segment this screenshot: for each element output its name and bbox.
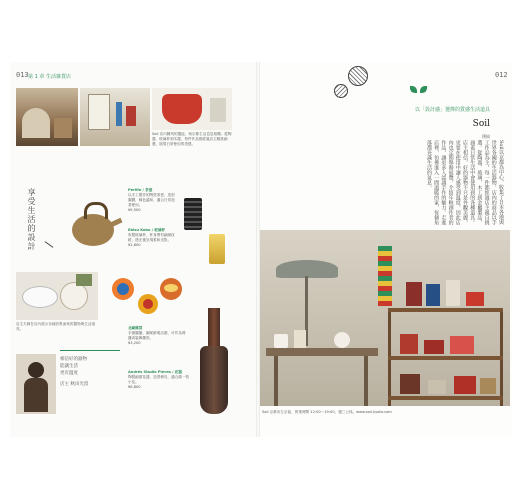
vertical-tagline: 享受生活的設計 — [27, 188, 36, 251]
product-desc-1: 以手工製作的陶瓷茶壺，造型圓潤，釉色溫和，適合日常泡茶使用。 — [128, 193, 175, 207]
article-body: Soil以京都為中心，收集了日本各地與世界各國的生活器物。店內的商品以手工作品為主，每一件都經過店主親自挑選。從陶器、玻璃、木工到金屬製品，涵蓋日常生活中會使用到的各種道具。店主相信，好的器物不只是外觀美麗，更要在使用中讓人感受到溫度。因此店內也定期舉辦展覽，介紹年輕創作者的作品，讓更多人認識手作的魅力。走進店裡，彷彿進入一間溫暖的家，每個角落都充滿生活的氣息。 — [425, 140, 504, 225]
left-page-number: 013 — [16, 71, 29, 79]
orange-plate-photo — [112, 278, 134, 300]
product-price-3: ¥3,200 — [128, 341, 141, 345]
teapot-photo — [62, 190, 124, 252]
quote-rule — [60, 350, 120, 351]
shop-interior-photo — [16, 88, 78, 146]
yellow-plate-photo — [138, 294, 158, 314]
product-price-4: ¥6,800 — [128, 385, 141, 389]
product-price-2: ¥2,800 — [128, 243, 141, 247]
product-price-1: ¥9,500 — [128, 208, 141, 212]
shop-main-photo — [260, 230, 510, 406]
quote-line-2: 能讓生活 — [60, 364, 78, 369]
product-caption-2 — [128, 228, 178, 248]
black-glass-photo — [180, 196, 206, 232]
decorative-plate-small-icon — [334, 84, 348, 98]
owner-portrait-photo — [16, 354, 56, 414]
leaf-icon — [410, 86, 417, 93]
product-desc-3: 手繪圓盤，圖案鮮明活潑，可作為餐盤或裝飾擺設。 — [128, 331, 186, 340]
right-page-number: 012 — [495, 71, 508, 79]
article-title: Soil — [472, 119, 490, 129]
amber-glass-photo — [205, 232, 229, 266]
product-caption-3 — [128, 326, 186, 346]
product-caption-1 — [128, 188, 178, 213]
product-maker-1: Perlife / 茶壺 — [128, 188, 153, 192]
decorative-plate-icon — [348, 66, 368, 86]
chapter-label: 第 1 章 生活雜貨店 — [28, 74, 71, 80]
quote-block — [60, 356, 124, 388]
photo-caption: Soil 京都市左京區，營業時間 12:00～19:00，週三公休。www.soil-kyoto.com — [262, 410, 392, 414]
product-caption-4 — [128, 370, 190, 390]
product-maker-4: Andrés Studio Pieces / 花器 — [128, 370, 182, 374]
bottom-caption: 店主夫婦在店內展示各地收集而來的器物與生活道具。 — [16, 322, 96, 331]
vase-photo — [194, 306, 234, 418]
top-caption: Soil 店內陳列的器皿，與京都生活息息相關。從陶器、玻璃杯到木器，每件作品都經過店主精挑細選，展現日常使用的美感。 — [152, 132, 232, 146]
article-subtitle: 以「設計感」選擇的質感生活道具 — [414, 107, 490, 113]
product-maker-3: 北歐雜貨 — [128, 326, 143, 330]
red-pot-photo — [152, 88, 232, 130]
quote-line-1: 相信好的器物 — [60, 357, 87, 362]
red-plate-photo — [160, 278, 182, 300]
quote-line-3: 更有溫度 — [60, 371, 78, 376]
quote-credit: 店主 秋田光留 — [60, 382, 89, 387]
product-desc-4: 陶製細頸花器，造型修長，適合插一枝小花。 — [128, 375, 190, 384]
product-maker-2: Ebisu Kobo / 玻璃杯 — [128, 228, 166, 232]
article-author: 撰稿 — [482, 134, 490, 139]
tableware-photo — [16, 272, 98, 320]
product-desc-2: 吹製玻璃杯，杯身帶有細緻紋路，透光後呈現柔和光影。 — [128, 233, 175, 242]
shelf-photo — [80, 88, 150, 146]
